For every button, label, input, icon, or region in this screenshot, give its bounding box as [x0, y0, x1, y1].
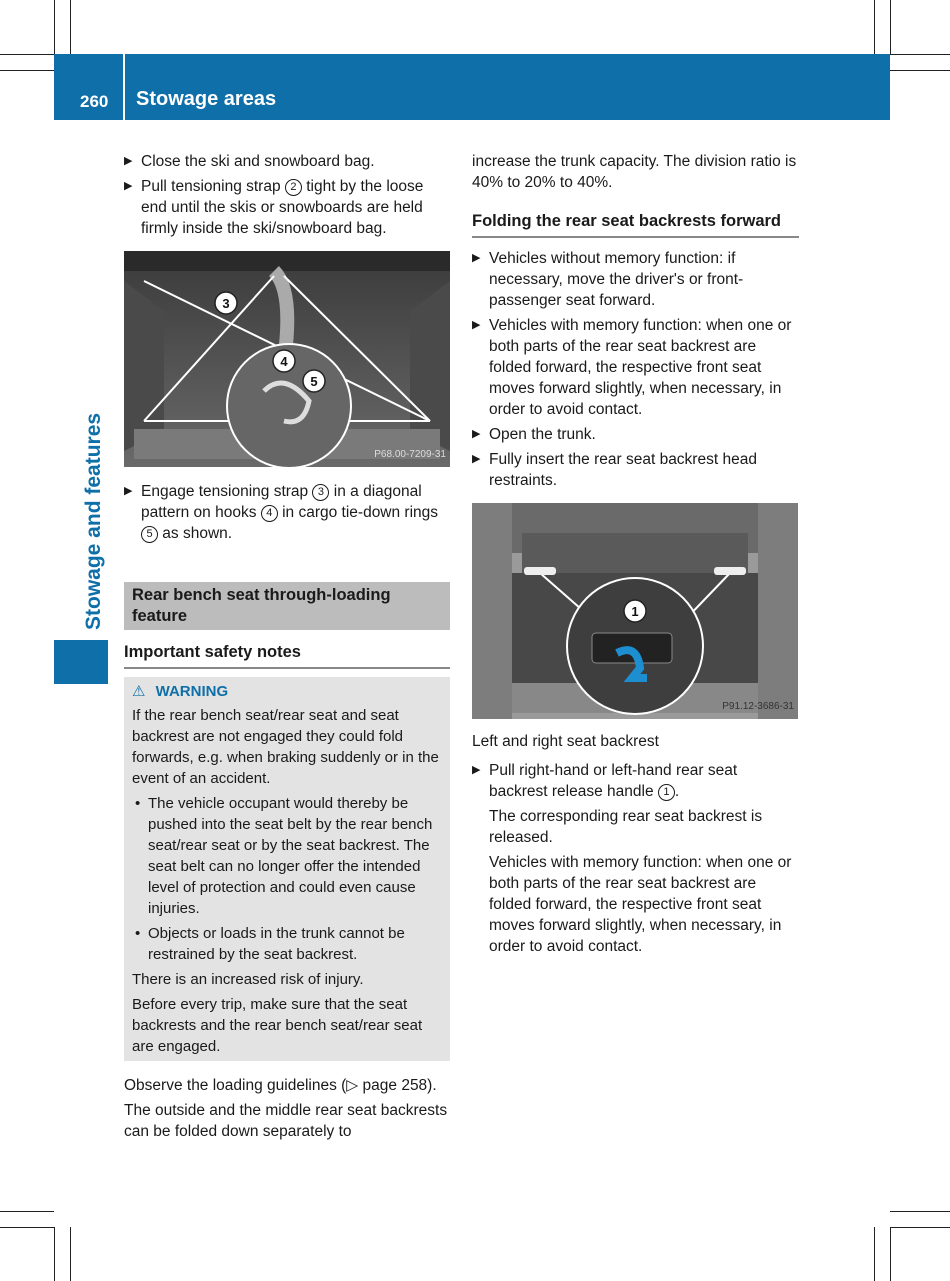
- crop-mark: [0, 54, 54, 55]
- trunk-illustration: [472, 503, 798, 719]
- callout-number: 1: [658, 784, 675, 801]
- callout-number: 4: [261, 505, 278, 522]
- page-number: 260: [80, 92, 109, 111]
- list-item: • The vehicle occupant would thereby be pushed into the seat belt by the rear bench seat/rear seat or by the seat backrest. The seat belt can no longer offer the intended level of protection and could even cause injuries.: [135, 795, 433, 917]
- paragraph: increase the trunk capacity. The division ratio is 40% to 20% to 40%.: [472, 153, 797, 191]
- crop-mark: [0, 1211, 54, 1212]
- list-item: ▶ Pull tensioning strap 2 tight by the loose end until the skis or snowboards are held firmly inside the ski/snowboard bag.: [124, 178, 424, 237]
- list-item: ▶ Engage tensioning strap 3 in a diagonal pattern on hooks 4 in cargo tie-down rings 5 as shown.: [124, 483, 439, 542]
- section-heading: Folding the rear seat backrests forward: [472, 211, 799, 238]
- trunk-illustration: [124, 251, 450, 467]
- chapter-tab-label: Stowage and features: [82, 412, 105, 630]
- figure-ski-bag-strap: [124, 251, 450, 467]
- warning-triangle-icon: ⚠: [132, 683, 146, 700]
- left-column: [124, 151, 450, 1146]
- crop-mark: [54, 1227, 55, 1281]
- list-item: ▶ Close the ski and snowboard bag.: [124, 153, 375, 170]
- svg-text:5: 5: [310, 374, 318, 389]
- callout-number: 5: [141, 526, 158, 543]
- svg-text:3: 3: [222, 296, 230, 311]
- list-item: • Objects or loads in the trunk cannot be restrained by the seat backrest.: [135, 925, 405, 963]
- figure-reference: P91.12-3686-31: [722, 701, 794, 712]
- svg-text:1: 1: [631, 604, 639, 619]
- list-item: ▶ Vehicles without memory function: if necessary, move the driver's or front-passenger seat forward.: [472, 250, 744, 309]
- list-item: ▶ Pull right-hand or left-hand rear seat backrest release handle 1 .: [472, 762, 738, 800]
- callout-3: [215, 292, 237, 314]
- section-heading: Rear bench seat through-loading feature: [124, 582, 450, 630]
- warning-header: ⚠ WARNING: [132, 683, 229, 700]
- crop-mark: [874, 1227, 875, 1281]
- right-column: [472, 151, 799, 961]
- chapter-tab-marker: [54, 640, 108, 684]
- result-text: The corresponding rear seat backrest is released.: [489, 808, 763, 846]
- warning-box: [124, 677, 450, 1061]
- figure-caption: Left and right seat backrest: [472, 733, 659, 750]
- crop-mark: [70, 0, 71, 54]
- crop-mark: [874, 0, 875, 54]
- paragraph: The outside and the middle rear seat backrests can be folded down separately to: [124, 1102, 448, 1140]
- bullet-arrow-icon: ▶: [124, 485, 133, 497]
- callout-1: [624, 600, 646, 622]
- crop-mark: [890, 1227, 950, 1228]
- crop-mark: [0, 1227, 54, 1228]
- crop-mark: [54, 0, 55, 54]
- crop-mark: [890, 70, 950, 71]
- bullet-arrow-icon: ▶: [124, 155, 133, 167]
- warning-risk: There is an increased risk of injury.: [132, 971, 364, 988]
- callout-5: [303, 370, 325, 392]
- warning-advice: Before every trip, make sure that the seat backrests and the rear bench seat/rear seat are engaged.: [132, 996, 423, 1055]
- crop-mark: [890, 1227, 891, 1281]
- svg-text:4: 4: [280, 354, 288, 369]
- bullet-arrow-icon: ▶: [472, 453, 481, 465]
- page-header: [54, 54, 890, 120]
- list-item: ▶ Fully insert the rear seat backrest head restraints.: [472, 451, 757, 489]
- figure-seat-release: [472, 503, 798, 719]
- bullet-arrow-icon: ▶: [472, 319, 481, 331]
- crop-mark: [890, 54, 950, 55]
- bullet-arrow-icon: ▶: [124, 180, 133, 192]
- crop-mark: [0, 70, 54, 71]
- callout-number: 2: [285, 179, 302, 196]
- warning-intro: If the rear bench seat/rear seat and seat backrest are not engaged they could fold forwards, e.g. when braking suddenly or in the event of an accident.: [132, 707, 439, 787]
- callout-4: [273, 350, 295, 372]
- callout-number: 3: [312, 484, 329, 501]
- crop-mark: [890, 1211, 950, 1212]
- list-item: ▶ Vehicles with memory function: when one or both parts of the rear seat backrest are folded forward, the respective front seat moves forward slightly, when necessary, in order to avoid contact.: [472, 317, 792, 418]
- crop-mark: [890, 0, 891, 54]
- page-title: Stowage areas: [136, 88, 277, 110]
- header-divider: [123, 54, 125, 120]
- figure-reference: P68.00-7209-31: [374, 449, 446, 460]
- bullet-arrow-icon: ▶: [472, 428, 481, 440]
- list-item: ▶ Open the trunk.: [472, 426, 596, 443]
- crop-mark: [70, 1227, 71, 1281]
- bullet-arrow-icon: ▶: [472, 252, 481, 264]
- note-text: Vehicles with memory function: when one or both parts of the rear seat backrest are folded forward, the respective front seat moves forward slightly, when necessary, in order to avoid contact.: [489, 854, 792, 955]
- bullet-arrow-icon: ▶: [472, 764, 481, 776]
- subheading: Important safety notes: [124, 642, 450, 669]
- paragraph: Observe the loading guidelines (▷ page 258).: [124, 1077, 437, 1094]
